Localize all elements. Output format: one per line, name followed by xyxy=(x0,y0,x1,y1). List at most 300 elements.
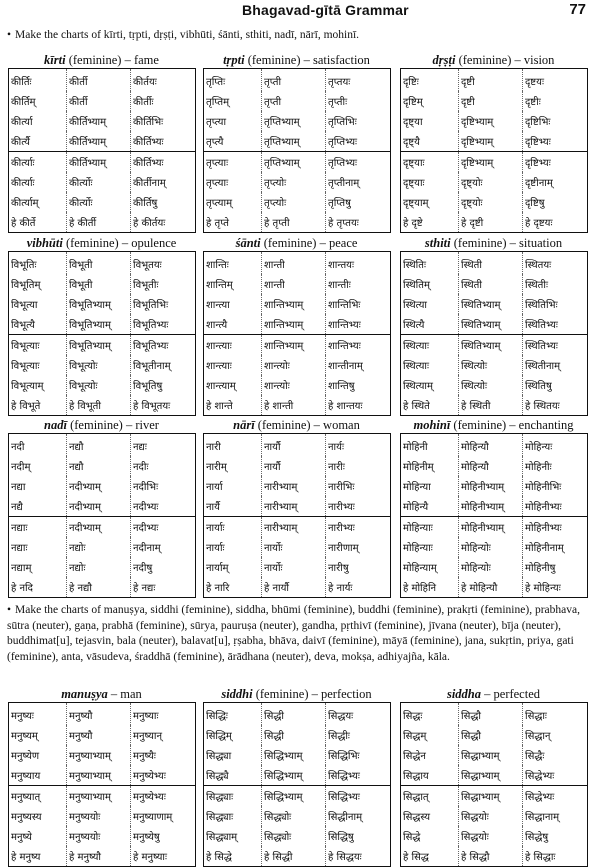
form-cell: दृष्टीनाम् xyxy=(523,172,588,192)
form-cell: नद्याः xyxy=(9,537,67,557)
form-cell: तृप्त्यै xyxy=(204,131,262,152)
table-row xyxy=(204,517,391,538)
form-cell: हे स्थिते xyxy=(401,395,459,416)
form-cell: तृप्तीनाम् xyxy=(326,172,391,192)
form-cell: दृष्ट्याः xyxy=(401,172,459,192)
chart-title xyxy=(203,686,390,702)
form-cell: मोहिनीभ्याम् xyxy=(459,496,523,517)
form-cell: हे शान्तयः xyxy=(326,395,391,416)
form-cell: स्थितिभ्यः xyxy=(523,335,588,356)
page-header xyxy=(0,0,600,22)
declension-chart xyxy=(400,52,587,233)
form-cell: सिद्धेषु xyxy=(523,826,588,846)
table-row xyxy=(401,395,588,416)
form-cell: दृष्ट्योः xyxy=(459,172,523,192)
form-cell: दृष्टिभ्याम् xyxy=(459,131,523,152)
form-cell: नदी xyxy=(9,434,67,457)
chart-word: sthiti xyxy=(424,236,451,250)
table-row xyxy=(401,434,588,457)
table-row xyxy=(401,476,588,496)
form-cell: स्थितिभ्यः xyxy=(523,314,588,335)
form-cell: तृप्तयः xyxy=(326,69,391,92)
form-cell: तृप्त्याम् xyxy=(204,192,262,212)
form-cell: हे तृप्ते xyxy=(204,212,262,233)
form-cell: हे स्थितयः xyxy=(523,395,588,416)
form-cell: शान्तिभ्यः xyxy=(326,335,391,356)
form-cell: स्थितिभ्याम् xyxy=(459,335,523,356)
form-cell: मोहिन्याः xyxy=(401,517,459,538)
table-row xyxy=(9,577,196,598)
chart-gloss: (feminine) – peace xyxy=(260,236,358,250)
form-cell: मोहिन्यै xyxy=(401,496,459,517)
table-row xyxy=(401,826,588,846)
form-cell: तृप्ती xyxy=(262,91,326,111)
table-row xyxy=(204,152,391,173)
table-row xyxy=(204,91,391,111)
form-cell: तृप्त्योः xyxy=(262,192,326,212)
table-row xyxy=(401,537,588,557)
bullet: • xyxy=(7,29,12,41)
form-cell: मोहिनीम् xyxy=(401,456,459,476)
form-cell: दृष्टिभ्याम् xyxy=(459,111,523,131)
table-row xyxy=(9,192,196,212)
table-row xyxy=(401,557,588,577)
form-cell: नार्याः xyxy=(204,517,262,538)
form-cell: सिद्धयोः xyxy=(459,826,523,846)
declension-table xyxy=(203,433,391,598)
form-cell: सिद्धाभ्याम् xyxy=(459,765,523,786)
form-cell: मनुष्यम् xyxy=(9,725,67,745)
table-row xyxy=(9,745,196,765)
form-cell: नारीभ्यः xyxy=(326,496,391,517)
form-cell: कीर्तिम् xyxy=(9,91,67,111)
table-row xyxy=(204,577,391,598)
form-cell: हे दृष्टयः xyxy=(523,212,588,233)
form-cell: कीर्तयः xyxy=(131,69,196,92)
form-cell: मोहिन्याम् xyxy=(401,557,459,577)
declension-chart xyxy=(203,417,390,598)
form-cell: नारी xyxy=(204,434,262,457)
form-cell: विभूतिः xyxy=(9,252,67,275)
table-row xyxy=(204,355,391,375)
form-cell: सिद्ध्योः xyxy=(262,826,326,846)
form-cell: सिद्धाय xyxy=(401,765,459,786)
form-cell: हे तृप्तयः xyxy=(326,212,391,233)
form-cell: सिद्धिम् xyxy=(204,725,262,745)
form-cell: सिद्धेभ्यः xyxy=(523,765,588,786)
form-cell: मनुष्याभ्याम् xyxy=(67,765,131,786)
form-cell: नारीः xyxy=(326,456,391,476)
table-row xyxy=(9,131,196,152)
table-row xyxy=(204,434,391,457)
chart-word: siddhi xyxy=(221,687,253,701)
form-cell: दृष्ट्याम् xyxy=(401,192,459,212)
form-cell: तृप्तिः xyxy=(204,69,262,92)
form-cell: विभूतिभ्यः xyxy=(131,314,196,335)
form-cell: नद्यौ xyxy=(67,456,131,476)
chart-title xyxy=(8,235,195,251)
table-row xyxy=(204,212,391,233)
form-cell: कीर्त्या xyxy=(9,111,67,131)
form-cell: मनुष्याणाम् xyxy=(131,806,196,826)
form-cell: नद्योः xyxy=(67,557,131,577)
form-cell: सिद्ध्याः xyxy=(204,786,262,807)
form-cell: मोहिन्यौ xyxy=(459,456,523,476)
form-cell: शान्तिभ्याम् xyxy=(262,314,326,335)
form-cell: मनुष्याभ्याम् xyxy=(67,786,131,807)
form-cell: मोहिनीषु xyxy=(523,557,588,577)
form-cell: सिद्धिभ्याम् xyxy=(262,786,326,807)
form-cell: दृष्टिषु xyxy=(523,192,588,212)
form-cell: स्थितीः xyxy=(523,274,588,294)
form-cell: हे सिद्ध xyxy=(401,846,459,867)
form-cell: नारीभिः xyxy=(326,476,391,496)
form-cell: सिद्धिभ्याम् xyxy=(262,765,326,786)
form-cell: विभूतिषु xyxy=(131,375,196,395)
table-row xyxy=(401,765,588,786)
form-cell: हे कीर्ते xyxy=(9,212,67,233)
table-row xyxy=(9,703,196,726)
form-cell: कीर्तिषु xyxy=(131,192,196,212)
bullet: • xyxy=(7,604,12,616)
table-row xyxy=(401,846,588,867)
table-row xyxy=(401,131,588,152)
form-cell: नदीभ्यः xyxy=(131,496,196,517)
form-cell: कीर्ती xyxy=(67,69,131,92)
form-cell: सिद्ध्या xyxy=(204,745,262,765)
form-cell: तृप्तिभ्याम् xyxy=(262,131,326,152)
table-row xyxy=(204,335,391,356)
form-cell: दृष्ट्याः xyxy=(401,152,459,173)
declension-chart xyxy=(203,686,390,867)
form-cell: नार्याः xyxy=(204,537,262,557)
form-cell: मनुष्यौ xyxy=(67,703,131,726)
chart-title xyxy=(8,686,195,702)
form-cell: कीर्तिभ्याम् xyxy=(67,152,131,173)
form-cell: नार्योः xyxy=(262,537,326,557)
form-cell: नार्यौ xyxy=(262,434,326,457)
form-cell: विभूतीः xyxy=(131,274,196,294)
form-cell: मनुष्ययोः xyxy=(67,826,131,846)
form-cell: विभूतीनाम् xyxy=(131,355,196,375)
table-row xyxy=(204,111,391,131)
table-row xyxy=(204,252,391,275)
form-cell: हे मनुष्य xyxy=(9,846,67,867)
form-cell: विभूतिभ्यः xyxy=(131,335,196,356)
form-cell: सिद्धयः xyxy=(326,703,391,726)
form-cell: हे मोहिन्यौ xyxy=(459,577,523,598)
table-row xyxy=(204,703,391,726)
table-row xyxy=(401,294,588,314)
form-cell: सिद्धौ xyxy=(459,703,523,726)
table-row xyxy=(9,212,196,233)
form-cell: विभूतिभ्याम् xyxy=(67,314,131,335)
form-cell: मनुष्येषु xyxy=(131,826,196,846)
form-cell: सिद्धिषु xyxy=(326,826,391,846)
table-row xyxy=(204,274,391,294)
table-row xyxy=(204,725,391,745)
form-cell: स्थितिम् xyxy=(401,274,459,294)
form-cell: कीर्त्यै xyxy=(9,131,67,152)
form-cell: सिद्धौ xyxy=(459,725,523,745)
form-cell: हे शान्ती xyxy=(262,395,326,416)
table-row xyxy=(401,172,588,192)
table-row xyxy=(9,274,196,294)
form-cell: नार्यः xyxy=(326,434,391,457)
form-cell: हे नद्यः xyxy=(131,577,196,598)
form-cell: मोहिन्यः xyxy=(523,434,588,457)
table-row xyxy=(9,476,196,496)
form-cell: नदीम् xyxy=(9,456,67,476)
table-row xyxy=(401,212,588,233)
chart-word: nārī xyxy=(233,418,255,432)
form-cell: हे कीर्ती xyxy=(67,212,131,233)
form-cell: तृप्ती xyxy=(262,69,326,92)
table-row xyxy=(9,355,196,375)
chart-gloss: (feminine) – situation xyxy=(450,236,563,250)
table-row xyxy=(9,91,196,111)
form-cell: स्थितिषु xyxy=(523,375,588,395)
chart-gloss: (feminine) – fame xyxy=(65,53,159,67)
form-cell: तृप्त्याः xyxy=(204,152,262,173)
form-cell: नद्या xyxy=(9,476,67,496)
table-row xyxy=(9,846,196,867)
declension-table xyxy=(203,251,391,416)
form-cell: कीर्तीनाम् xyxy=(131,172,196,192)
table-row xyxy=(401,496,588,517)
form-cell: कीर्तिः xyxy=(9,69,67,92)
table-row xyxy=(401,192,588,212)
chart-word: siddha xyxy=(446,687,482,701)
table-row xyxy=(204,192,391,212)
form-cell: नार्यौ xyxy=(262,456,326,476)
chart-gloss: (feminine) – opulence xyxy=(62,236,177,250)
table-row xyxy=(9,496,196,517)
form-cell: मनुष्याभ्याम् xyxy=(67,745,131,765)
form-cell: नद्यः xyxy=(131,434,196,457)
form-cell: कीर्तिभिः xyxy=(131,111,196,131)
form-cell: दृष्टिभ्याम् xyxy=(459,152,523,173)
form-cell: हे सिद्धे xyxy=(204,846,262,867)
declension-table xyxy=(400,251,588,416)
table-row xyxy=(9,335,196,356)
form-cell: विभूत्याः xyxy=(9,335,67,356)
page-number: 77 xyxy=(569,1,586,18)
form-cell: हे सिद्धी xyxy=(262,846,326,867)
form-cell: विभूत्योः xyxy=(67,375,131,395)
table-row xyxy=(401,152,588,173)
form-cell: शान्तीनाम् xyxy=(326,355,391,375)
form-cell: कीर्त्योः xyxy=(67,172,131,192)
form-cell: नद्योः xyxy=(67,537,131,557)
declension-chart xyxy=(203,52,390,233)
form-cell: स्थित्याः xyxy=(401,335,459,356)
form-cell: स्थितिभ्याम् xyxy=(459,314,523,335)
form-cell: नारीभ्याम् xyxy=(262,476,326,496)
chart-title xyxy=(400,686,587,702)
form-cell: कीर्त्याः xyxy=(9,152,67,173)
form-cell: कीर्त्याः xyxy=(9,172,67,192)
declension-table xyxy=(203,702,391,867)
form-cell: मनुष्येण xyxy=(9,745,67,765)
declension-table xyxy=(203,68,391,233)
form-cell: नदीभिः xyxy=(131,476,196,496)
form-cell: शान्तिम् xyxy=(204,274,262,294)
form-cell: स्थित्योः xyxy=(459,355,523,375)
form-cell: तृप्तिभ्यः xyxy=(326,152,391,173)
form-cell: विभूत्योः xyxy=(67,355,131,375)
form-cell: विभूतिभ्याम् xyxy=(67,335,131,356)
form-cell: कीर्ती xyxy=(67,91,131,111)
chart-gloss: – perfected xyxy=(481,687,541,701)
form-cell: तृप्तिभ्याम् xyxy=(262,111,326,131)
form-cell: शान्तिभिः xyxy=(326,294,391,314)
table-row xyxy=(204,375,391,395)
form-cell: नार्याम् xyxy=(204,557,262,577)
table-row xyxy=(401,335,588,356)
chart-title xyxy=(203,52,390,68)
form-cell: कीर्तिभ्यः xyxy=(131,131,196,152)
form-cell: शान्तीः xyxy=(326,274,391,294)
table-row xyxy=(9,537,196,557)
form-cell: मनुष्यात् xyxy=(9,786,67,807)
form-cell: सिद्धेभ्यः xyxy=(523,786,588,807)
table-row xyxy=(9,806,196,826)
chart-title xyxy=(400,235,587,251)
form-cell: हे सिद्धौ xyxy=(459,846,523,867)
form-cell: मोहिनीनाम् xyxy=(523,537,588,557)
form-cell: सिद्ध्याम् xyxy=(204,826,262,846)
form-cell: शान्त्या xyxy=(204,294,262,314)
table-row xyxy=(401,517,588,538)
instruction-text: Make the charts of kīrti, tṛpti, dṛṣṭi, vibhūti, śānti, sthiti, nadī, nārī, mohinī. xyxy=(15,29,360,41)
table-row xyxy=(9,314,196,335)
table-row xyxy=(401,69,588,92)
table-row xyxy=(204,131,391,152)
form-cell: नारीणाम् xyxy=(326,537,391,557)
form-cell: नदीषु xyxy=(131,557,196,577)
form-cell: हे मोहिनि xyxy=(401,577,459,598)
form-cell: कीर्तिभ्याम् xyxy=(67,131,131,152)
table-row xyxy=(9,294,196,314)
form-cell: सिद्धयोः xyxy=(459,806,523,826)
form-cell: विभूती xyxy=(67,252,131,275)
form-cell: हे मोहिन्यः xyxy=(523,577,588,598)
table-row xyxy=(9,826,196,846)
form-cell: नदीनाम् xyxy=(131,537,196,557)
form-cell: सिद्धः xyxy=(401,703,459,726)
declension-table xyxy=(8,702,196,867)
form-cell: स्थितिः xyxy=(401,252,459,275)
form-cell: कीर्त्याम् xyxy=(9,192,67,212)
form-cell: नार्यै xyxy=(204,496,262,517)
form-cell: हे विभूतयः xyxy=(131,395,196,416)
table-row xyxy=(204,826,391,846)
table-row xyxy=(401,725,588,745)
form-cell: नद्याम् xyxy=(9,557,67,577)
chart-title xyxy=(203,235,390,251)
table-row xyxy=(9,765,196,786)
chart-word: kīrti xyxy=(44,53,66,67)
form-cell: विभूत्याम् xyxy=(9,375,67,395)
chart-gloss: (feminine) – vision xyxy=(455,53,555,67)
form-cell: मनुष्ये xyxy=(9,826,67,846)
form-cell: नारीभ्याम् xyxy=(262,517,326,538)
declension-chart xyxy=(8,235,195,416)
form-cell: नदीः xyxy=(131,456,196,476)
form-cell: दृष्टयः xyxy=(523,69,588,92)
declension-table xyxy=(8,251,196,416)
form-cell: नदीभ्याम् xyxy=(67,496,131,517)
form-cell: स्थिती xyxy=(459,252,523,275)
form-cell: दृष्ट्यै xyxy=(401,131,459,152)
form-cell: शान्त्यै xyxy=(204,314,262,335)
table-row xyxy=(204,395,391,416)
form-cell: हे स्थिती xyxy=(459,395,523,416)
chart-title xyxy=(400,417,587,433)
form-cell: सिद्धस्य xyxy=(401,806,459,826)
declension-table xyxy=(8,433,196,598)
table-row xyxy=(204,69,391,92)
chart-gloss: (feminine) – woman xyxy=(254,418,360,432)
form-cell: हे तृप्ती xyxy=(262,212,326,233)
declension-chart xyxy=(400,235,587,416)
form-cell: सिद्धीनाम् xyxy=(326,806,391,826)
table-row xyxy=(9,456,196,476)
form-cell: नदीभ्याम् xyxy=(67,517,131,538)
table-row xyxy=(401,745,588,765)
form-cell: दृष्टीः xyxy=(523,91,588,111)
declension-table xyxy=(400,68,588,233)
form-cell: सिद्धिभ्यः xyxy=(326,786,391,807)
table-row xyxy=(401,274,588,294)
table-row xyxy=(401,577,588,598)
table-row xyxy=(204,806,391,826)
form-cell: स्थितयः xyxy=(523,252,588,275)
form-cell: हे विभूते xyxy=(9,395,67,416)
table-row xyxy=(9,152,196,173)
declension-chart xyxy=(8,417,195,598)
form-cell: हे दृष्टी xyxy=(459,212,523,233)
form-cell: सिद्धिः xyxy=(204,703,262,726)
form-cell: स्थितिभ्याम् xyxy=(459,294,523,314)
form-cell: तृप्त्योः xyxy=(262,172,326,192)
form-cell: सिद्धी xyxy=(262,703,326,726)
table-row xyxy=(9,111,196,131)
form-cell: स्थित्योः xyxy=(459,375,523,395)
chart-word: manuṣya xyxy=(61,687,108,701)
form-cell: सिद्धाः xyxy=(523,703,588,726)
form-cell: विभूतयः xyxy=(131,252,196,275)
form-cell: मोहिनीभिः xyxy=(523,476,588,496)
form-cell: मोहिनीभ्याम् xyxy=(459,517,523,538)
form-cell: नारीभ्यः xyxy=(326,517,391,538)
form-cell: मनुष्यस्य xyxy=(9,806,67,826)
form-cell: नद्यै xyxy=(9,496,67,517)
running-title: Bhagavad-gītā Grammar xyxy=(242,2,409,18)
form-cell: मोहिन्योः xyxy=(459,557,523,577)
table-row xyxy=(401,252,588,275)
form-cell: विभूतिभ्याम् xyxy=(67,294,131,314)
form-cell: नारीषु xyxy=(326,557,391,577)
table-row xyxy=(204,537,391,557)
form-cell: सिद्ध्यै xyxy=(204,765,262,786)
table-row xyxy=(9,434,196,457)
form-cell: सिद्धाभ्याम् xyxy=(459,745,523,765)
table-row xyxy=(9,395,196,416)
declension-chart xyxy=(8,52,195,233)
form-cell: हे नार्यौ xyxy=(262,577,326,598)
